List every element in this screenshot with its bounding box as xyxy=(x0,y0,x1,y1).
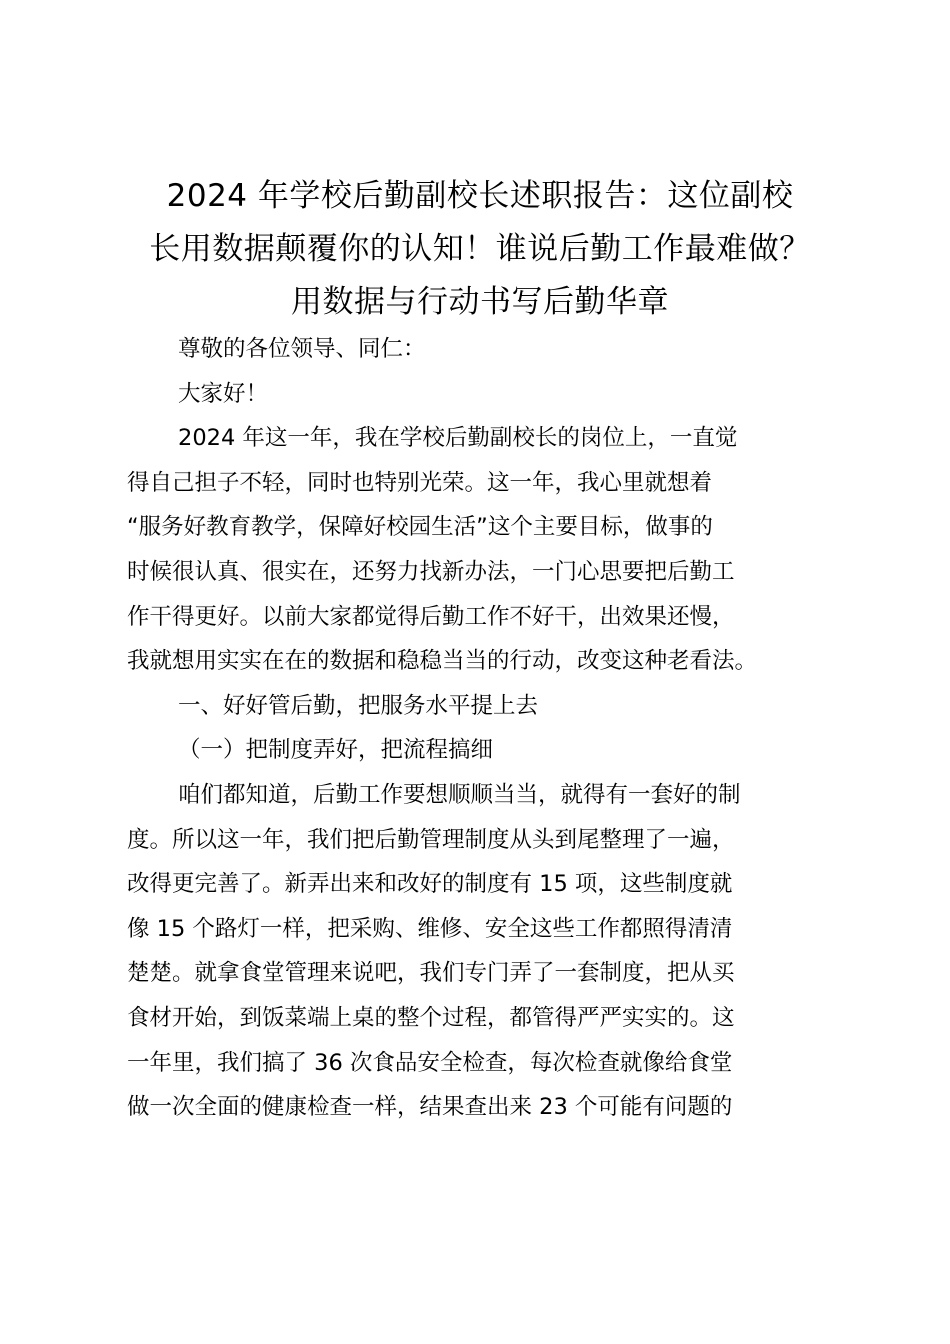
title-line-2: 长用数据颠覆你的认知！谁说后勤工作最难做？ xyxy=(149,231,811,267)
document-body xyxy=(127,327,832,1130)
paragraph-line: 作干得更好。以前大家都觉得后勤工作不好干，出效果还慢， xyxy=(127,603,735,630)
intro-paragraph xyxy=(127,416,832,684)
paragraph-line: 食材开始，到饭菜端上桌的整个过程，都管得严严实实的。这 xyxy=(127,1004,735,1031)
paragraph-line: 咱们都知道，后勤工作要想顺顺当当，就得有一套好的制 xyxy=(178,781,741,808)
paragraph-line: 我就想用实实在在的数据和稳稳当当的行动，改变这种老看法。 xyxy=(127,648,758,675)
paragraph-line: 时候很认真、很实在，还努力找新办法，一门心思要把后勤工 xyxy=(127,558,735,585)
paragraph-line: 2024 年这一年，我在学校后勤副校长的岗位上，一直觉 xyxy=(178,425,738,452)
paragraph-line: 楚楚。就拿食堂管理来说吧，我们专门弄了一套制度，把从买 xyxy=(127,960,735,987)
paragraph-line: “服务好教育教学，保障好校园生活”这个主要目标，做事的 xyxy=(127,514,713,541)
paragraph-line: 做一次全面的健康检查一样，结果查出来 23 个可能有问题的 xyxy=(127,1094,733,1121)
paragraph-line: 得自己担子不轻，同时也特别光荣。这一年，我心里就想着 xyxy=(127,469,713,496)
subsection-heading: （一）把制度弄好，把流程搞细 xyxy=(178,737,494,764)
body-paragraph xyxy=(127,773,832,1130)
section-heading: 一、好好管后勤，把服务水平提上去 xyxy=(178,692,539,719)
title-line-1: 2024 年学校后勤副校长述职报告：这位副校 xyxy=(166,178,794,214)
greeting: 大家好！ xyxy=(178,380,269,407)
paragraph-line: 度。所以这一年，我们把后勤管理制度从头到尾整理了一遍， xyxy=(127,826,735,853)
paragraph-line: 像 15 个路灯一样，把采购、维修、安全这些工作都照得清清 xyxy=(127,915,733,942)
title-line-3: 用数据与行动书写后勤华章 xyxy=(291,284,669,320)
document-title xyxy=(120,170,840,329)
paragraph-line: 一年里，我们搞了 36 次食品安全检查，每次检查就像给食堂 xyxy=(127,1049,733,1076)
paragraph-line: 改得更完善了。新弄出来和改好的制度有 15 项，这些制度就 xyxy=(127,871,733,898)
salutation: 尊敬的各位领导、同仁： xyxy=(178,336,426,362)
